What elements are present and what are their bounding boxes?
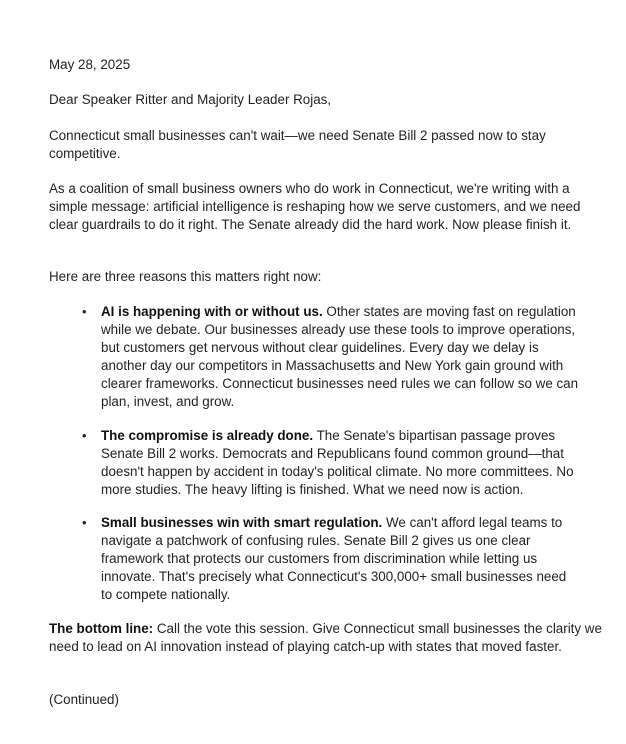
bottom-line-paragraph <box>49 620 604 656</box>
reason-text <box>101 514 581 604</box>
continued-note: (Continued) <box>49 692 119 707</box>
bullet-dot-icon: • <box>82 304 87 319</box>
reason-body: We can't afford legal teams to navigate a patchwork of confusing rules. Senate Bill 2 gives us one clear framework that protects our customers from discrimination while letting us innovate. That's precisely what Connecticut's 300,000+ small businesses need to compete nationally. <box>101 515 567 602</box>
letter-date: May 28, 2025 <box>49 57 131 72</box>
coalition-paragraph: As a coalition of small business owners who do work in Connecticut, we're writing with a simple message: artificial intelligence is reshaping how we serve customers, and we need clear guardrails to do it right. The Senate already did the hard work. Now please finish it. <box>49 181 581 232</box>
bullet-dot-icon: • <box>82 428 87 443</box>
bottom-line-label: The bottom line: <box>49 621 154 636</box>
reason-text <box>101 427 581 499</box>
reason-body: Other states are moving fast on regulation while we debate. Our businesses already use these tools to improve operations, but customers get nervous without clear guidelines. Every day we delay is another day our competitors in Massachusetts and New York gain ground with clearer frameworks. Connecticut businesses need rules we can follow so we can plan, invest, and grow. <box>101 304 579 409</box>
reasons-lead: Here are three reasons this matters right now: <box>49 269 322 284</box>
bottom-line-text: Call the vote this session. Give Connecticut small businesses the clarity we need to lead on AI innovation instead of playing catch-up with states that moved faster. <box>49 621 602 654</box>
reason-heading: The compromise is already done. <box>101 428 314 443</box>
letter-salutation: Dear Speaker Ritter and Majority Leader Rojas, <box>49 92 332 107</box>
reason-body: The Senate's bipartisan passage proves Senate Bill 2 works. Democrats and Republicans found common ground—that doesn't happen by accident in today's political climate. No more committees. No more studies. The heavy lifting is finished. What we need now is action. <box>101 428 574 497</box>
reason-heading: Small businesses win with smart regulation. <box>101 515 383 530</box>
bullet-dot-icon: • <box>82 515 87 530</box>
intro-paragraph: Connecticut small businesses can't wait—we need Senate Bill 2 passed now to stay competitive. <box>49 128 546 161</box>
reason-text <box>101 303 581 411</box>
reason-heading: AI is happening with or without us. <box>101 304 323 319</box>
